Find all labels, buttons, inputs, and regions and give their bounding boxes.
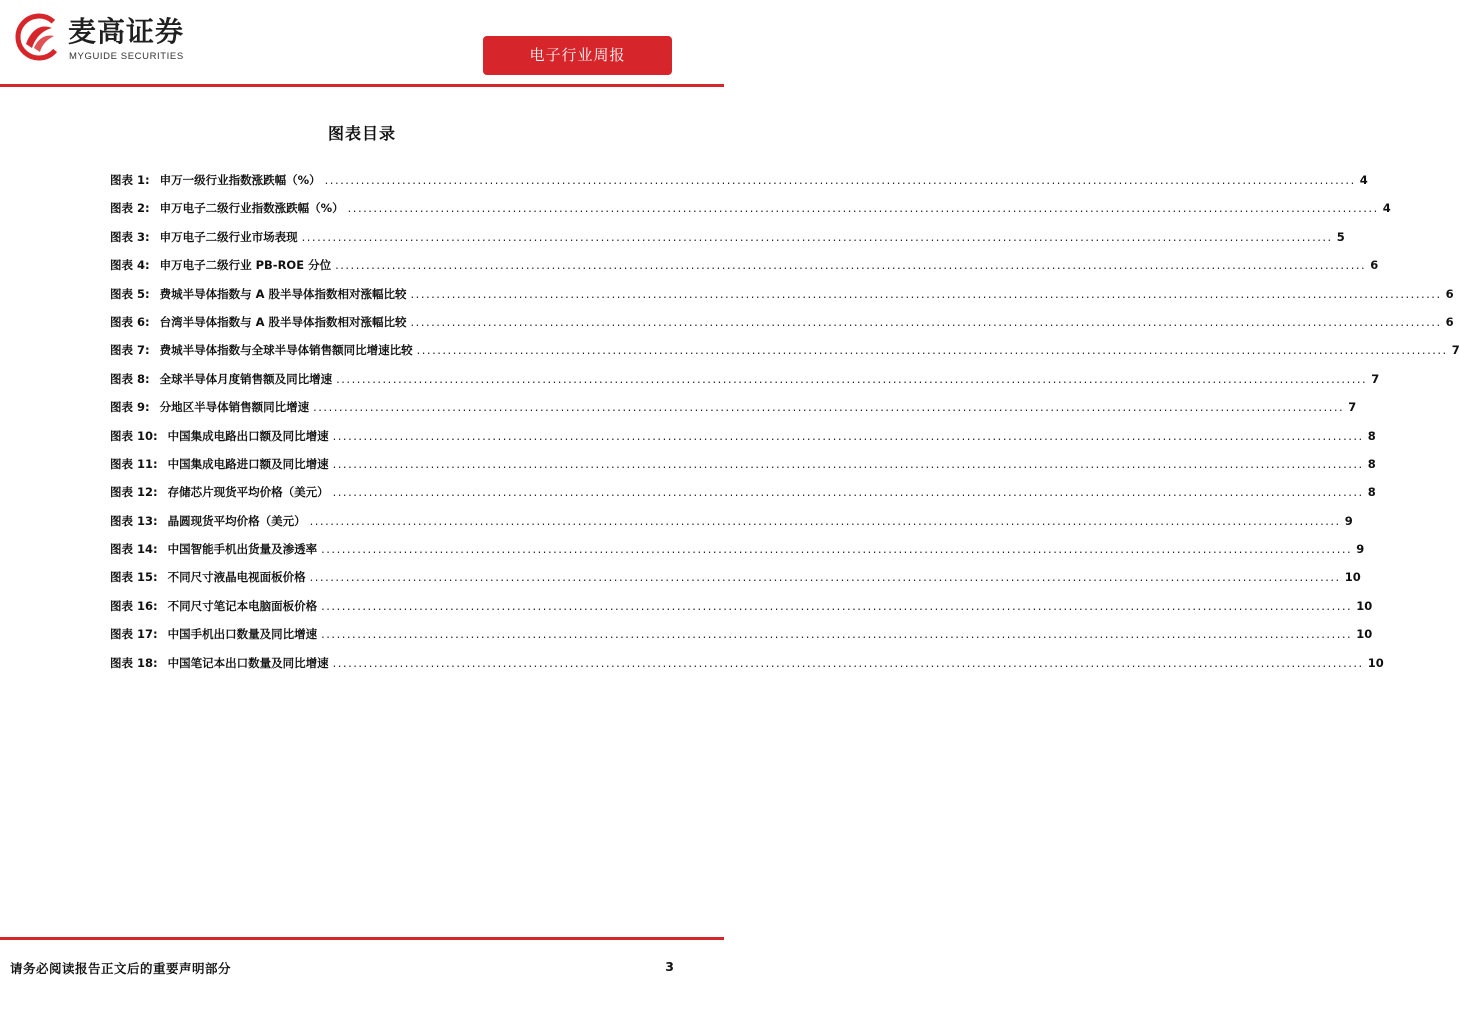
- footer-divider: [0, 937, 724, 940]
- toc-heading: 图表目录: [327, 124, 396, 143]
- toc-dot-leader: ........................................................................................................................................................................................................: [336, 371, 1368, 386]
- toc-entry[interactable]: [110, 172, 1368, 200]
- toc-dot-leader: ........................................................................................................................................................................................................: [410, 286, 1442, 301]
- toc-entry-label: 图表 7:: [110, 343, 150, 358]
- toc-entry[interactable]: [110, 655, 1384, 683]
- toc-entry-title: 中国笔记本出口数量及同比增速: [167, 655, 329, 670]
- toc-entry[interactable]: [110, 598, 1373, 626]
- toc-entry-title: 中国手机出口数量及同比增速: [167, 627, 318, 642]
- toc-dot-leader: ........................................................................................................................................................................................................: [416, 343, 1448, 358]
- toc-dot-leader: ........................................................................................................................................................................................................: [332, 428, 1364, 443]
- toc-entry-page: 8: [1367, 456, 1376, 471]
- toc-entry-label: 图表 14:: [110, 542, 158, 557]
- toc-entry-label: 图表 17:: [110, 627, 158, 642]
- page-number: 3: [665, 959, 674, 974]
- myguide-logo-icon: [16, 14, 62, 60]
- toc-entry-label: 图表 15:: [110, 570, 158, 585]
- report-type-badge: 电子行业周报: [483, 36, 672, 75]
- toc-entry[interactable]: [110, 342, 1460, 370]
- toc-dot-leader: ........................................................................................................................................................................................................: [309, 570, 1341, 585]
- toc-entry-page: 9: [1356, 542, 1365, 557]
- toc-entry-page: 7: [1348, 400, 1357, 415]
- toc-dot-leader: ........................................................................................................................................................................................................: [313, 400, 1345, 415]
- toc-entry-page: 7: [1451, 343, 1460, 358]
- toc-entry-page: 5: [1336, 229, 1345, 244]
- toc-entry-title: 费城半导体指数与 A 股半导体指数相对涨幅比较: [159, 286, 407, 301]
- toc-entry-page: 10: [1367, 655, 1384, 670]
- toc-entry-title: 晶圆现货平均价格（美元）: [167, 513, 306, 528]
- brand-name-cn: 麦高证券: [68, 15, 185, 48]
- toc-entry-title: 分地区半导体销售额同比增速: [159, 400, 310, 415]
- toc-entry-title: 申万一级行业指数涨跌幅（%）: [159, 173, 321, 187]
- toc-entry[interactable]: [110, 428, 1376, 456]
- toc-entry-page: 9: [1344, 513, 1353, 528]
- toc-entry[interactable]: [110, 456, 1376, 484]
- toc-entry[interactable]: [110, 513, 1353, 541]
- toc-entry-title: 申万电子二级行业指数涨跌幅（%）: [159, 201, 344, 216]
- toc-entry-label: 图表 6:: [110, 314, 150, 329]
- toc-entry-label: 图表 8:: [110, 371, 150, 386]
- toc-dot-leader: ........................................................................................................................................................................................................: [301, 229, 1333, 244]
- toc-dot-leader: ........................................................................................................................................................................................................: [324, 173, 1356, 187]
- toc-dot-leader: ........................................................................................................................................................................................................: [309, 513, 1341, 528]
- footer-disclaimer: 请务必阅读报告正文后的重要声明部分: [10, 961, 232, 976]
- toc-entry[interactable]: [110, 626, 1373, 654]
- header-divider: [0, 84, 724, 87]
- toc-entry-label: 图表 4:: [110, 258, 150, 273]
- toc-entry-title: 台湾半导体指数与 A 股半导体指数相对涨幅比较: [159, 314, 407, 329]
- toc-dot-leader: ........................................................................................................................................................................................................: [332, 456, 1364, 471]
- toc-entry-title: 中国集成电路进口额及同比增速: [167, 456, 329, 471]
- toc-entry-page: 8: [1367, 485, 1376, 500]
- toc-entry-page: 8: [1367, 428, 1376, 443]
- toc-entry-title: 存储芯片现货平均价格（美元）: [167, 485, 329, 500]
- toc-entry-page: 6: [1370, 258, 1379, 273]
- toc-entry-page: 7: [1371, 371, 1380, 386]
- toc-entry-page: 10: [1356, 598, 1373, 613]
- toc-entry-title: 中国智能手机出货量及渗透率: [167, 542, 318, 557]
- toc-entry-title: 中国集成电路出口额及同比增速: [167, 428, 329, 443]
- toc-entry-label: 图表 18:: [110, 655, 158, 670]
- toc-dot-leader: ........................................................................................................................................................................................................: [347, 201, 1379, 216]
- toc-entry[interactable]: [110, 314, 1454, 342]
- toc-entry[interactable]: [110, 229, 1345, 257]
- toc-entry-page: 4: [1359, 173, 1368, 187]
- toc-dot-leader: ........................................................................................................................................................................................................: [332, 655, 1364, 670]
- toc-entry[interactable]: [110, 399, 1357, 427]
- toc-entry[interactable]: [110, 286, 1454, 314]
- toc-entry-page: 6: [1445, 286, 1454, 301]
- toc-entry[interactable]: [110, 569, 1361, 597]
- toc-entry-label: 图表 2:: [110, 201, 150, 216]
- brand-name-en: MYGUIDE SECURITIES: [69, 51, 184, 62]
- page-header: [0, 0, 724, 90]
- toc-entry-label: 图表 5:: [110, 286, 150, 301]
- toc-dot-leader: ........................................................................................................................................................................................................: [335, 258, 1367, 273]
- toc-entry[interactable]: [110, 541, 1365, 569]
- toc-entry-page: 10: [1356, 627, 1373, 642]
- toc-dot-leader: ........................................................................................................................................................................................................: [332, 485, 1364, 500]
- toc-entry-label: 图表 16:: [110, 598, 158, 613]
- toc-entry-title: 费城半导体指数与全球半导体销售额同比增速比较: [159, 343, 413, 358]
- toc-entry-title: 不同尺寸液晶电视面板价格: [167, 570, 306, 585]
- toc-entry-label: 图表 3:: [110, 229, 150, 244]
- toc-entry-title: 申万电子二级行业 PB-ROE 分位: [159, 258, 332, 273]
- toc-entry[interactable]: [110, 371, 1380, 399]
- toc-entry-label: 图表 12:: [110, 485, 158, 500]
- toc-entry-page: 6: [1445, 314, 1454, 329]
- toc-entry-page: 10: [1344, 570, 1361, 585]
- toc-dot-leader: ........................................................................................................................................................................................................: [321, 598, 1353, 613]
- toc-entry-label: 图表 1:: [110, 173, 150, 187]
- toc-entry[interactable]: [110, 200, 1391, 228]
- toc-entry-page: 4: [1382, 201, 1391, 216]
- toc-entry-title: 全球半导体月度销售额及同比增速: [159, 371, 333, 386]
- toc-dot-leader: ........................................................................................................................................................................................................: [410, 314, 1442, 329]
- toc-entry[interactable]: [110, 484, 1376, 512]
- toc-entry-title: 不同尺寸笔记本电脑面板价格: [167, 598, 318, 613]
- toc-dot-leader: ........................................................................................................................................................................................................: [321, 542, 1353, 557]
- table-of-figures: [110, 172, 1460, 683]
- toc-entry-label: 图表 13:: [110, 513, 158, 528]
- toc-entry[interactable]: [110, 257, 1379, 285]
- toc-entry-title: 申万电子二级行业市场表现: [159, 229, 298, 244]
- toc-entry-label: 图表 9:: [110, 400, 150, 415]
- toc-dot-leader: ........................................................................................................................................................................................................: [321, 627, 1353, 642]
- toc-entry-label: 图表 11:: [110, 456, 158, 471]
- toc-entry-label: 图表 10:: [110, 428, 158, 443]
